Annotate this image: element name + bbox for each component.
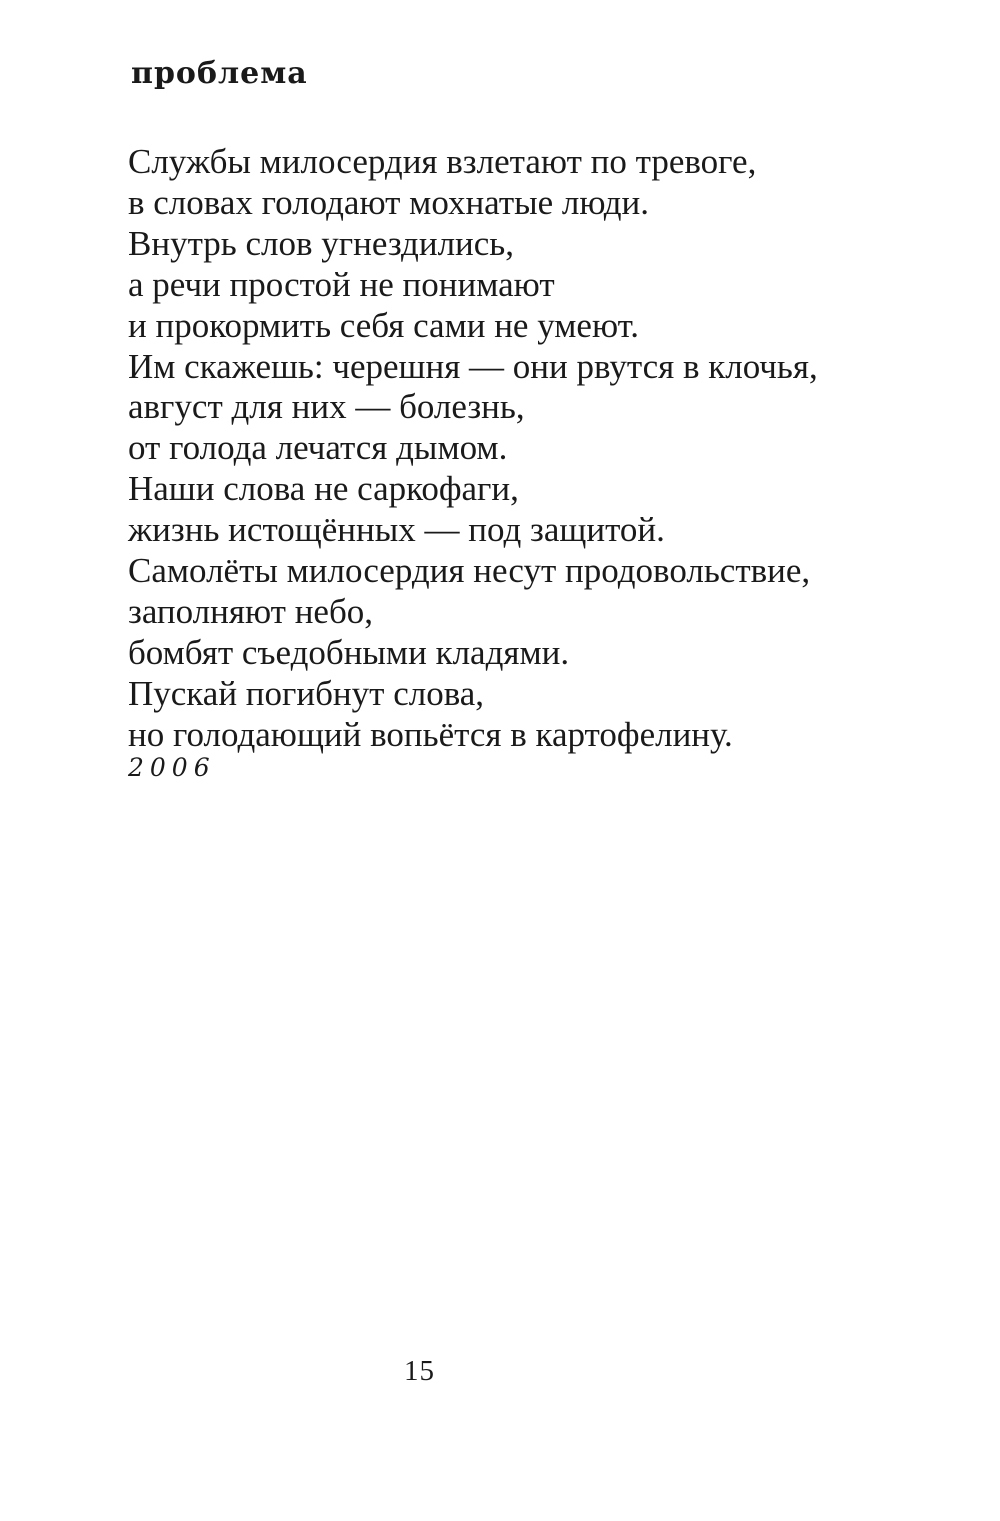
poem-line: Им скажешь: черешня — они рвутся в клочья, xyxy=(128,346,818,386)
poem-line: Службы милосердия взлетают по тревоге, xyxy=(128,142,757,181)
poem-line: Пускай погибнут слова, xyxy=(128,673,485,713)
poem-line: заполняют небо, xyxy=(128,591,374,631)
poem-line: август для них — болезнь, xyxy=(128,387,525,427)
poem-line: а речи простой не понимают xyxy=(128,264,555,304)
poem-body xyxy=(128,142,908,756)
poem-line: бомбят съедобными кладями. xyxy=(128,632,570,672)
poem-line: в словах голодают мохнатые люди. xyxy=(128,182,650,222)
poem-line: но голодающий вопьётся в картофелину. xyxy=(128,714,733,754)
poem-line: и прокормить себя сами не умеют. xyxy=(128,305,640,345)
poem-line: жизнь истощённых — под защитой. xyxy=(128,510,665,550)
page-number: 15 xyxy=(404,1355,435,1387)
poem-line: от голода лечатся дымом. xyxy=(128,428,508,468)
poem-title: проблема xyxy=(131,56,308,91)
poem-line: Наши слова не саркофаги, xyxy=(128,469,519,509)
poem-line: Самолёты милосердия несут продовольствие, xyxy=(128,551,811,591)
poem-line: Внутрь слов угнездились, xyxy=(128,223,515,263)
poem-year: 2006 xyxy=(128,753,216,782)
